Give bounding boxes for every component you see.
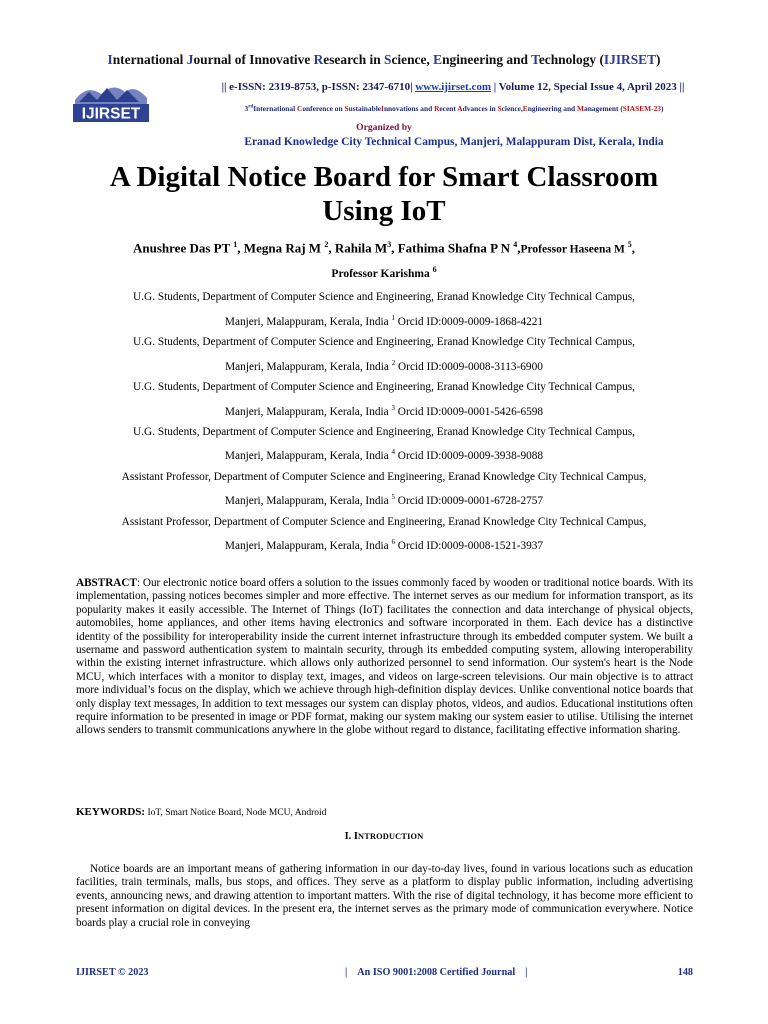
journal-name-initial: T xyxy=(531,52,539,67)
author-index: 6 xyxy=(432,265,437,274)
conference-text: dvances in xyxy=(462,104,498,113)
conference-text: onference on xyxy=(302,104,345,113)
author-name: Professor Haseena M xyxy=(520,243,628,256)
orcid-id: Orcid ID:0009-0009-3938-9088 xyxy=(394,450,544,463)
author-index: 4 xyxy=(391,448,395,457)
conference-initial: R xyxy=(434,104,440,113)
author-index: 3 xyxy=(387,240,392,249)
author-name: Rahila M xyxy=(334,240,388,256)
affiliation-location xyxy=(40,308,728,332)
affiliation-department: Assistant Professor, Department of Computer Science and Engineering, Eranad Knowledge City Technical Campus, xyxy=(121,515,647,528)
footer-certification xyxy=(345,967,527,978)
journal-name-initial: IJIRSET xyxy=(603,52,657,67)
conference-initial: S xyxy=(497,104,502,113)
journal-name-initial: S xyxy=(384,52,392,67)
orcid-id: Orcid ID:0009-0001-6728-2757 xyxy=(394,495,544,508)
conference-text: International xyxy=(253,104,297,113)
author-index: 2 xyxy=(324,240,329,249)
journal-name xyxy=(0,52,768,68)
conference-initial: I xyxy=(381,104,384,113)
conference-text: cience, xyxy=(501,104,523,113)
page-number: 148 xyxy=(677,967,693,978)
abstract-text: : Our electronic notice board offers a solution to the issues commonly faced by wooden or traditional notice boards. With its implementation, passing notices becomes simpler and more effective. The internet serves as our medium for information transport, as its popularity makes it easily accessible. The Internet of Things (IoT) facilitates the connection and data interchange of physical objects, automobiles, home appliances, and other items having electronics and software incorporated in them. Each device has a distinctive identity of the possibility for interoperability inside the current internet infrastructure through its embedded computer system. We built a username and password authentication system to maintain security, through its embedded computing system, allowing interoperability within the existing internet infrastructure. which allows only authorized personnel to send information. Our system's heart is the Node MCU, which interfaces with a monitor to display text, images, and videos on large-screen televisions. Our main objective is to attract more individual’s focus on the display, which we achieve through high-definition display devices. Unlike conventional notice boards that only display text messages, In addition to text messages our system can display photos, videos, and audios. Educational institutions often require information to be presented in image or PDF format, making our system making our system easier to utilise. Utilising the internet allows senders to transmit communications anywhere in the globe without regard to distance, facilitating effective information sharing. xyxy=(76,577,693,737)
footer-certification-text: An ISO 9001:2008 Certified Journal xyxy=(357,967,516,978)
organized-by: Organized by xyxy=(356,122,412,133)
journal-name-rest: nternational xyxy=(112,52,187,67)
section-title: NTRODUCTION xyxy=(358,832,424,841)
intro-paragraph: Notice boards are an important means of gathering information in our day-to-day lives, found in various locations such as education facilities, train terminals, malls, bus stops, and offices. They serve as a platform to display public information, including advertising events, announcing news, and drawing attention to important matters. With the rise of digital technology, it has become more efficient to present information on digital devices. In the present era, the internet serves as the primary mode of communication everywhere. Notice boards play a crucial role in conveying xyxy=(76,863,693,929)
journal-name-rest: echnology ( xyxy=(538,52,604,67)
conference-initial: M xyxy=(577,104,584,113)
affiliation-place: Manjeri, Malappuram, Kerala, India xyxy=(224,315,392,328)
conference-text: ecent xyxy=(439,104,458,113)
affiliation-location xyxy=(40,532,728,556)
author-index: 3 xyxy=(391,403,395,412)
authors-line xyxy=(30,240,738,256)
author-index: 5 xyxy=(627,240,632,249)
journal-name-rest: cience, xyxy=(391,52,434,67)
affiliation-department: U.G. Students, Department of Computer Science and Engineering, Eranad Knowledge City Technical Campus, xyxy=(133,291,635,303)
journal-name-rest: ngineering and xyxy=(442,52,532,67)
abstract xyxy=(76,577,693,738)
journal-name-initial: R xyxy=(313,52,324,67)
author-index: 1 xyxy=(233,240,238,249)
conference-text: ) xyxy=(661,104,664,113)
conference-text: nnovations and xyxy=(383,104,435,113)
ijirset-logo xyxy=(73,80,149,122)
conference-initial: SIASEM-23 xyxy=(622,104,661,113)
journal-name-rest: ) xyxy=(656,52,661,67)
footer-separator: | xyxy=(345,967,348,978)
affiliation-location xyxy=(40,398,728,422)
author-name: Anushree Das PT xyxy=(133,240,234,256)
paper-title-line: Using IoT xyxy=(322,195,446,227)
affiliation-location xyxy=(40,442,728,466)
journal-name-rest: esearch in xyxy=(323,52,385,67)
conference-ordinal: rd xyxy=(248,104,254,110)
author-index: 5 xyxy=(391,493,395,502)
affiliation-place: Manjeri, Malappuram, Kerala, India xyxy=(225,360,392,373)
conference-number: 3 xyxy=(244,104,249,113)
abstract-label: ABSTRACT xyxy=(76,577,137,589)
conference-text: anagement ( xyxy=(584,104,623,113)
orcid-id: Orcid ID:0009-0008-3113-6900 xyxy=(395,360,543,373)
author-separator: , xyxy=(631,240,635,256)
author-index: 1 xyxy=(391,313,395,322)
orcid-id: Orcid ID:0009-0008-1521-3937 xyxy=(394,540,544,553)
logo-wordmark: IJIRSET xyxy=(81,105,141,122)
affiliation-department: U.G. Students, Department of Computer Science and Engineering, Eranad Knowledge City Technical Campus, xyxy=(133,335,635,348)
affiliations xyxy=(40,287,728,557)
conference-initial: A xyxy=(457,104,463,113)
paper-title-line: A Digital Notice Board for Smart Classroom xyxy=(109,161,659,193)
conference-line xyxy=(150,104,758,113)
conference-initial: C xyxy=(296,104,303,113)
keywords-value: IoT, Smart Notice Board, Node MCU, Android xyxy=(145,808,327,818)
paper-title xyxy=(40,160,728,228)
author-index: 4 xyxy=(513,240,518,249)
footer-copyright: IJIRSET © 2023 xyxy=(76,967,149,978)
affiliation-place: Manjeri, Malappuram, Kerala, India xyxy=(224,540,392,553)
journal-name-initial: I xyxy=(107,52,113,67)
organizer-campus: Eranad Knowledge City Technical Campus, Manjeri, Malappuram Dist, Kerala, India xyxy=(244,136,664,148)
issn-line xyxy=(153,81,753,93)
page-footer xyxy=(76,967,693,983)
issn-suffix: | Volume 12, Special Issue 4, April 2023 || xyxy=(491,81,685,93)
author-index: 2 xyxy=(391,358,396,367)
issn-prefix: || e-ISSN: 2319-8753, p-ISSN: 2347-6710| xyxy=(221,81,416,93)
orcid-id: Orcid ID:0009-0009-1868-4221 xyxy=(394,315,544,328)
author-name: Fathima Shafna P N xyxy=(397,240,514,256)
affiliation-place: Manjeri, Malappuram, Kerala, India xyxy=(224,495,392,508)
affiliation-department: U.G. Students, Department of Computer Science and Engineering, Eranad Knowledge City Technical Campus, xyxy=(133,425,635,438)
authors-line-2 xyxy=(30,265,738,280)
affiliation-location xyxy=(40,487,728,511)
affiliation-place: Manjeri, Malappuram, Kerala, India xyxy=(224,450,392,463)
author-index: 6 xyxy=(391,538,395,547)
journal-name-initial: E xyxy=(433,52,443,67)
affiliation-place: Manjeri, Malappuram, Kerala, India xyxy=(224,405,392,418)
author-separator: , xyxy=(328,240,335,256)
journal-website-link[interactable]: www.ijirset.com xyxy=(415,81,492,93)
journal-name-initial: J xyxy=(186,52,194,67)
conference-text: ustainable xyxy=(348,104,382,113)
keywords-label: KEYWORDS: xyxy=(76,806,146,818)
affiliation-department: U.G. Students, Department of Computer Science and Engineering, Eranad Knowledge City Technical Campus, xyxy=(133,380,635,393)
affiliation-department: Assistant Professor, Department of Computer Science and Engineering, Eranad Knowledge City Technical Campus, xyxy=(121,470,647,483)
affiliation-location xyxy=(40,353,728,377)
author-separator: , xyxy=(391,240,398,256)
section-heading xyxy=(0,831,768,842)
author-name: Professor Karishma xyxy=(331,267,433,280)
conference-text: ngineering and xyxy=(527,104,578,113)
author-separator: , xyxy=(517,240,521,256)
author-name: Megna Raj M xyxy=(243,240,325,256)
keywords xyxy=(76,806,693,818)
conference-initial: S xyxy=(344,104,349,113)
section-number: I. I xyxy=(344,831,359,842)
orcid-id: Orcid ID:0009-0001-5426-6598 xyxy=(394,405,544,418)
conference-initial: E xyxy=(522,104,528,113)
footer-separator: | xyxy=(525,967,528,978)
journal-name-rest: ournal of Innovative xyxy=(193,52,314,67)
author-separator: , xyxy=(237,240,244,256)
